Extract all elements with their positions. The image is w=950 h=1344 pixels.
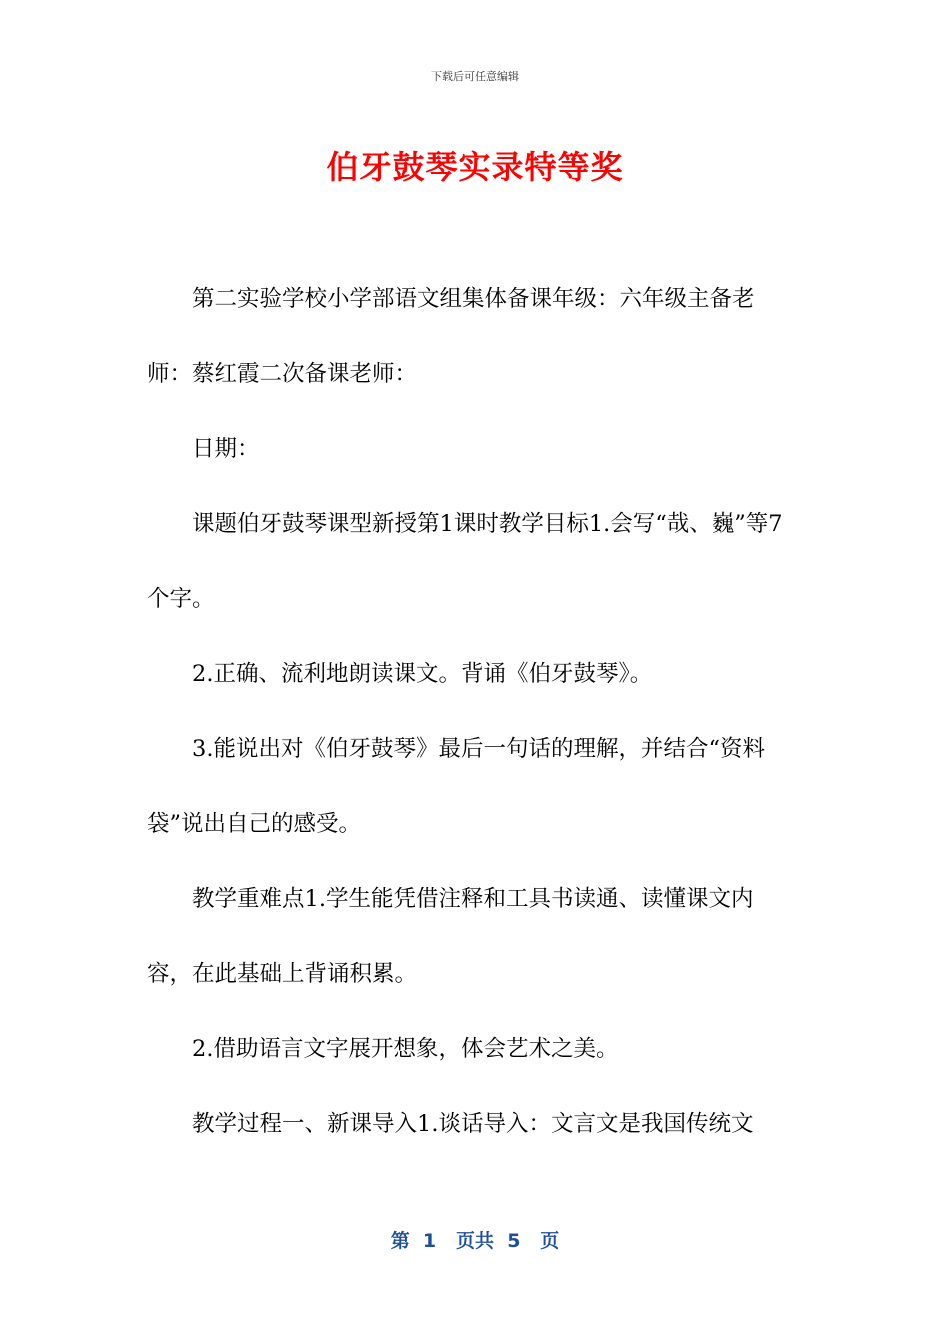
paragraph: 课题伯牙鼓琴课型新授第1课时教学目标1.会写“哉、巍”等7个字。 [147,511,783,612]
document-body [147,262,797,1162]
paragraph: 3.能说出对《伯牙鼓琴》最后一句话的理解，并结合“资料袋”说出自己的感受。 [147,736,765,837]
paragraph: 教学重难点1.学生能凭借注释和工具书读通、读懂课文内容，在此基础上背诵积累。 [147,886,754,987]
paragraph: 日期： [192,436,260,462]
page-footer: 第 1 页共 5 页 [390,1230,560,1252]
paragraph: 教学过程一、新课导入1.谈话导入：文言文是我国传统文 [192,1111,754,1137]
paragraph: 2.正确、流利地朗读课文。背诵《伯牙鼓琴》。 [192,661,653,687]
header-note: 下载后可任意编辑 [431,70,519,83]
paragraph: 第二实验学校小学部语文组集体备课年级：六年级主备老师：蔡红霞二次备课老师： [147,286,755,387]
paragraph: 2.借助语言文字展开想象，体会艺术之美。 [192,1036,619,1062]
document-title: 伯牙鼓琴实录特等奖 [326,148,624,186]
